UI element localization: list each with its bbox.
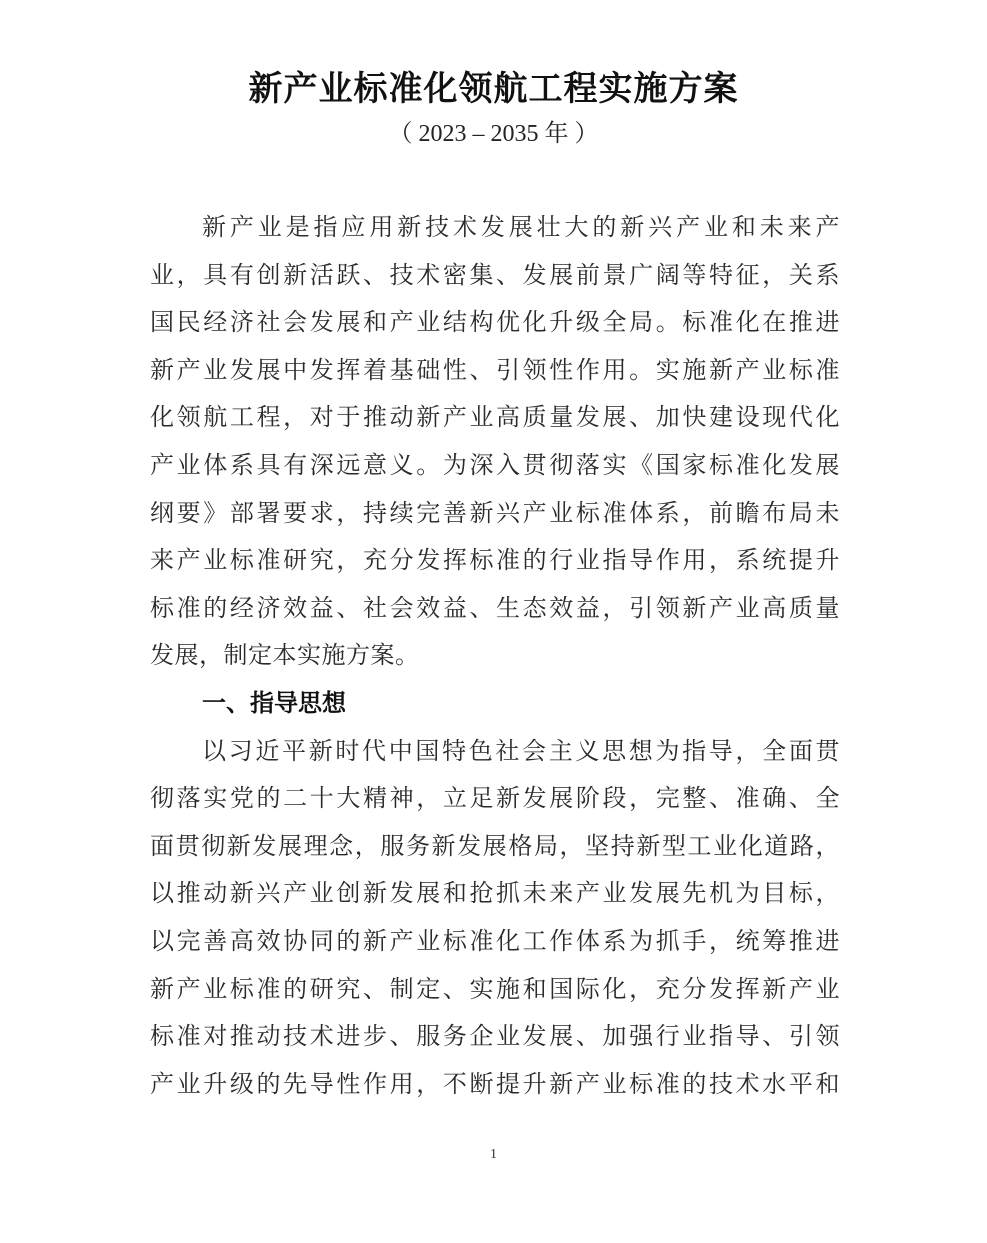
- intro-line: 新产业发展中发挥着基础性、引领性作用。实施新产业标准: [150, 355, 840, 384]
- document-subtitle: （ 2023 – 2035 年 ）: [388, 121, 599, 147]
- intro-line: 产业体系具有深远意义。为深入贯彻落实《国家标准化发展: [150, 450, 840, 479]
- section-line: 新产业标准的研究、制定、实施和国际化，充分发挥新产业: [150, 974, 840, 1003]
- document-title: 新产业标准化领航工程实施方案: [248, 69, 739, 109]
- page-number: 1: [490, 1147, 497, 1162]
- section-line: 以习近平新时代中国特色社会主义思想为指导，全面贯: [202, 736, 840, 765]
- section-line: 以推动新兴产业创新发展和抢抓未来产业发展先机为目标，: [150, 879, 840, 908]
- section-line: 产业升级的先导性作用，不断提升新产业标准的技术水平和: [150, 1069, 840, 1098]
- intro-line: 国民经济社会发展和产业结构优化升级全局。标准化在推进: [150, 308, 840, 337]
- intro-line: 纲要》部署要求，持续完善新兴产业标准体系，前瞻布局未: [150, 498, 840, 527]
- intro-line: 标准的经济效益、社会效益、生态效益，引领新产业高质量: [150, 593, 840, 622]
- intro-line: 新产业是指应用新技术发展壮大的新兴产业和未来产: [202, 213, 840, 241]
- intro-line: 化领航工程，对于推动新产业高质量发展、加快建设现代化: [150, 403, 840, 432]
- section-line: 以完善高效协同的新产业标准化工作体系为抓手，统筹推进: [150, 926, 840, 955]
- section-heading: 一、指导思想: [202, 688, 346, 717]
- intro-line: 来产业标准研究，充分发挥标准的行业指导作用，系统提升: [150, 546, 840, 575]
- intro-paragraph: [150, 204, 840, 1108]
- intro-line: 业，具有创新活跃、技术密集、发展前景广阔等特征，关系: [150, 260, 840, 289]
- intro-line: 发展，制定本实施方案。: [150, 641, 420, 670]
- section-line: 彻落实党的二十大精神，立足新发展阶段，完整、准确、全: [150, 784, 840, 813]
- section-line: 面贯彻新发展理念，服务新发展格局，坚持新型工业化道路，: [150, 831, 840, 860]
- section-line: 标准对推动技术进步、服务企业发展、加强行业指导、引领: [150, 1022, 840, 1051]
